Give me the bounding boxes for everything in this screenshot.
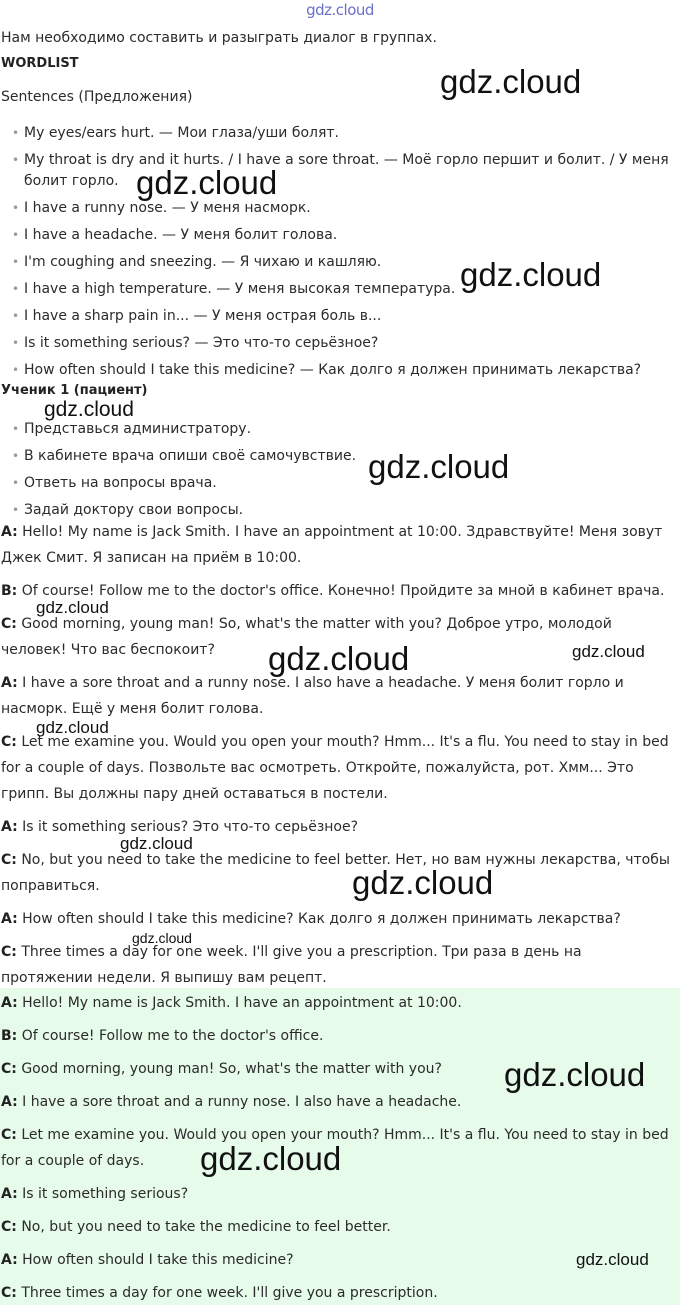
speaker-label: A:: [1, 911, 18, 927]
speaker-label: B:: [1, 1028, 18, 1044]
list-item: • I have a runny nose. — У меня насморк.: [12, 200, 311, 216]
speaker-label: B:: [1, 583, 18, 599]
list-item: • My eyes/ears hurt. — Мои глаза/уши болят.: [12, 125, 340, 141]
speaker-label: A:: [1, 1252, 18, 1268]
speaker-label: A:: [1, 1094, 18, 1110]
wordlist-heading: WORDLIST: [1, 56, 79, 71]
bullet-icon: •: [12, 255, 20, 269]
watermark: gdz.cloud: [572, 642, 645, 661]
speaker-label: A:: [1, 675, 18, 691]
watermark: gdz.cloud: [352, 864, 494, 901]
watermark: gdz.cloud: [504, 1056, 646, 1093]
dialog-line: B: Of course! Follow me to the doctor's office. Конечно! Пройдите за мной в кабинет врача.: [1, 583, 665, 599]
list-item: • В кабинете врача опиши своё самочувствие.: [12, 448, 357, 464]
bullet-icon: •: [12, 503, 20, 517]
bullet-icon: •: [12, 449, 20, 463]
sentences-title: Sentences (Предложения): [1, 89, 193, 105]
watermark: gdz.cloud: [268, 640, 410, 677]
list-item: • I'm coughing and sneezing. — Я чихаю и кашляю.: [12, 254, 382, 270]
dialog-line: A: I have a sore throat and a runny nose. I also have a headache.: [1, 1094, 462, 1110]
dialog-line: C: Good morning, young man! So, what's the matter with you?: [1, 1061, 442, 1077]
watermark: gdz.cloud: [36, 718, 109, 737]
bullet-icon: •: [12, 422, 20, 436]
watermark: gdz.cloud: [132, 930, 192, 946]
dialog-line: C: Let me examine you. Would you open your mouth? Hmm... It's a flu. You need to stay in bed for a couple of days.: [1, 1127, 669, 1169]
list-item: • Задай доктору свои вопросы.: [12, 502, 244, 518]
dialog-line: C: Let me examine you. Would you open your mouth? Hmm... It's a flu. You need to stay in bed for a couple of days. Позвольте вас осмотреть. Откройте, пожалуйста, рот. Хмм... Это грипп. Вы должны пару дней оставаться в постели.: [1, 734, 669, 802]
bullet-icon: •: [12, 336, 20, 350]
bullet-icon: •: [12, 126, 20, 140]
bullet-icon: •: [12, 153, 20, 167]
list-item: • Is it something serious? — Это что-то серьёзное?: [12, 335, 379, 351]
watermark: gdz.cloud: [368, 448, 510, 485]
list-item: • Представься администратору.: [12, 421, 252, 437]
speaker-label: C:: [1, 1127, 17, 1143]
speaker-label: C:: [1, 1285, 17, 1301]
dialog-line: C: No, but you need to take the medicine to feel better.: [1, 1219, 391, 1235]
list-item: • How often should I take this medicine? — Как долго я должен принимать лекарства?: [12, 362, 642, 378]
dialog-line: A: How often should I take this medicine? Как долго я должен принимать лекарства?: [1, 911, 621, 927]
dialog-line: B: Of course! Follow me to the doctor's office.: [1, 1028, 324, 1044]
dialog-line: A: How often should I take this medicine?: [1, 1252, 294, 1268]
watermark: gdz.cloud: [200, 1140, 342, 1177]
speaker-label: C:: [1, 616, 17, 632]
watermark: gdz.cloud: [120, 834, 193, 853]
bullet-icon: •: [12, 476, 20, 490]
speaker-label: A:: [1, 819, 18, 835]
watermark: gdz.cloud: [460, 256, 602, 293]
watermark: gdz.cloud: [576, 1250, 649, 1269]
dialog-line: C: Good morning, young man! So, what's the matter with you? Доброе утро, молодой человек! Что вас беспокоит?: [1, 616, 612, 658]
speaker-label: A:: [1, 1186, 18, 1202]
dialog-line: A: Hello! My name is Jack Smith. I have an appointment at 10:00.: [1, 995, 462, 1011]
list-item: • I have a high temperature. — У меня высокая температура.: [12, 281, 456, 297]
speaker-label: C:: [1, 852, 17, 868]
bullet-icon: •: [12, 309, 20, 323]
bullet-icon: •: [12, 282, 20, 296]
list-item: • I have a sharp pain in... — У меня острая боль в...: [12, 308, 382, 324]
speaker-label: C:: [1, 1219, 17, 1235]
speaker-label: C:: [1, 734, 17, 750]
list-item: • My throat is dry and it hurts. / I have a sore throat. — Моё горло першит и болит. / У меня: [12, 152, 669, 168]
watermark: gdz.cloud: [440, 63, 582, 100]
top-watermark: gdz.cloud: [306, 1, 374, 19]
speaker-label: A:: [1, 995, 18, 1011]
speaker-label: C:: [1, 1061, 17, 1077]
dialog-line: A: Is it something serious? Это что-то серьёзное?: [1, 819, 359, 835]
list-item-continuation: болит горло.: [24, 173, 119, 189]
speaker-label: C:: [1, 944, 17, 960]
bullet-icon: •: [12, 228, 20, 242]
dialog-line: C: Three times a day for one week. I'll give you a prescription.: [1, 1285, 438, 1301]
speaker-label: A:: [1, 524, 18, 540]
dialog-line: A: Hello! My name is Jack Smith. I have an appointment at 10:00. Здравствуйте! Меня зовут Джек Смит. Я записан на приём в 10:00.: [1, 524, 663, 566]
dialog-line: C: Three times a day for one week. I'll give you a prescription. Три раза в день на протяжении недели. Я выпишу вам рецепт.: [1, 944, 582, 986]
watermark: gdz.cloud: [36, 598, 109, 617]
list-item: • Ответь на вопросы врача.: [12, 475, 217, 491]
student-heading: Ученик 1 (пациент): [1, 383, 148, 398]
bullet-icon: •: [12, 363, 20, 377]
bullet-icon: •: [12, 201, 20, 215]
dialog-line: A: I have a sore throat and a runny nose. I also have a headache. У меня болит горло и насморк. Ещё у меня болит голова.: [1, 675, 624, 717]
intro-text: Нам необходимо составить и разыграть диалог в группах.: [1, 30, 437, 46]
watermark: gdz.cloud: [44, 398, 134, 421]
watermark: gdz.cloud: [136, 164, 278, 201]
dialog-line: A: Is it something serious?: [1, 1186, 189, 1202]
list-item: • I have a headache. — У меня болит голова.: [12, 227, 338, 243]
dialog-line: C: No, but you need to take the medicine to feel better. Нет, но вам нужны лекарства, чтобы поправиться.: [1, 852, 670, 894]
